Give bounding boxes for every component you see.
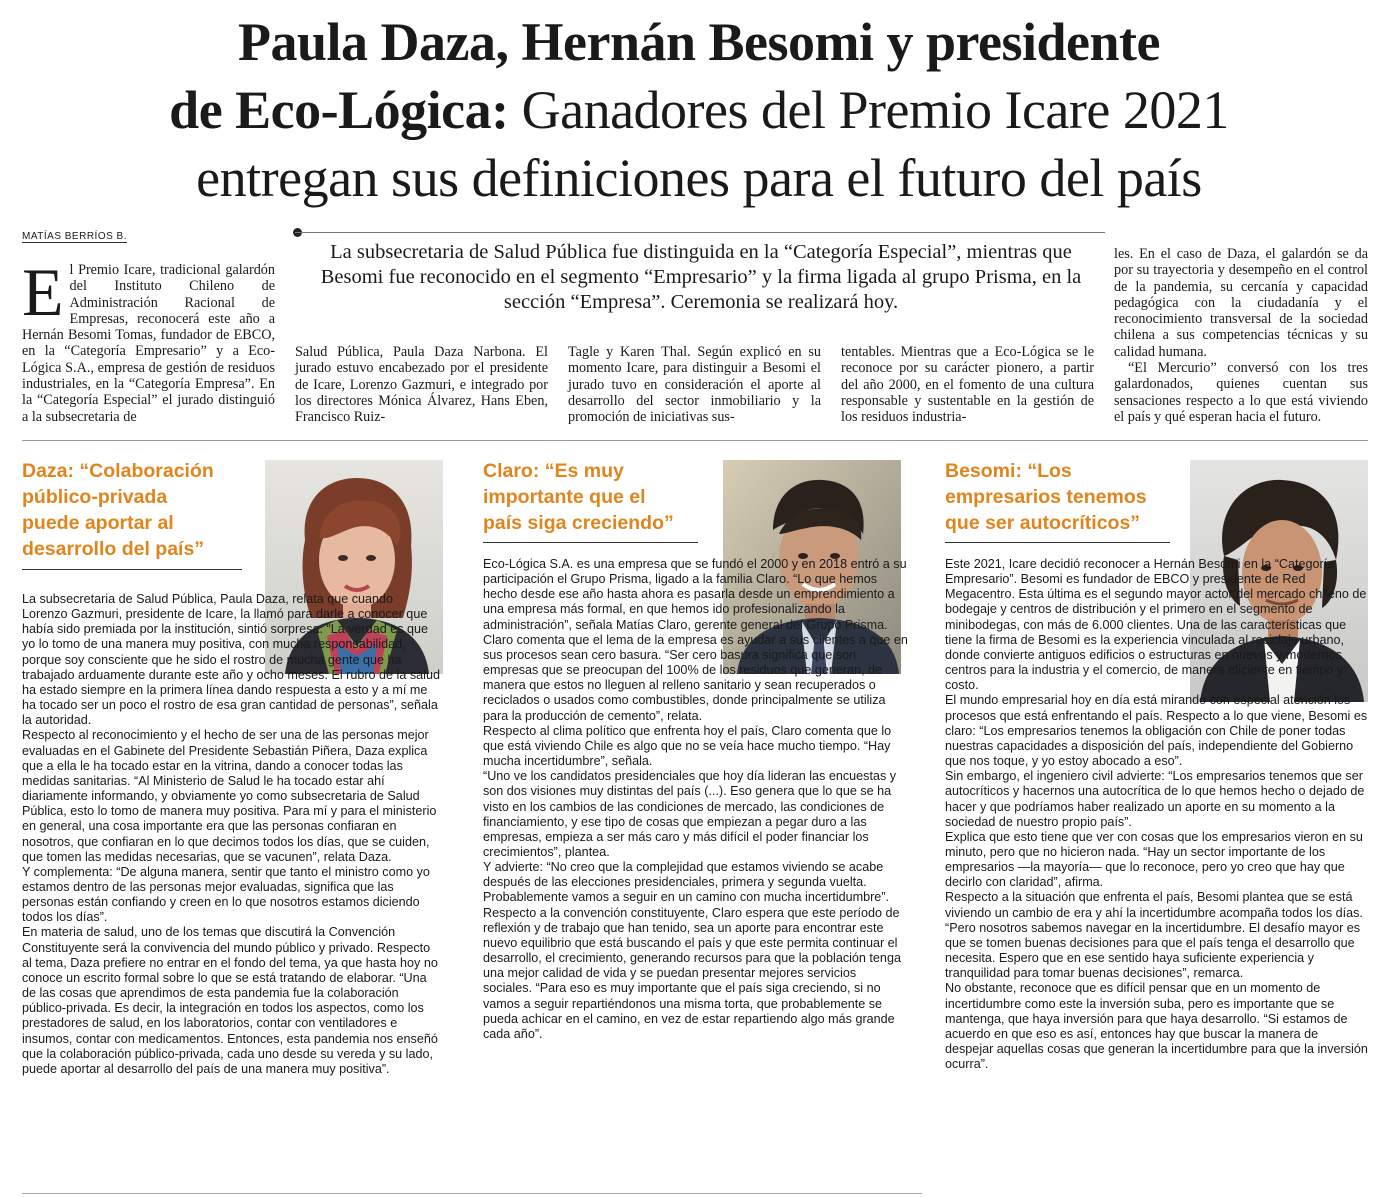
besomi-paragraph: El mundo empresarial hoy en día está mirando con especial atención los procesos que está enfrentando el país. Respecto a lo que viene, Besomi es claro: “Los empresarios tenemos la obligación con Chile de poner todas nuestras capacidades a disposición del país, independiente del Gobierno que nos toque, y yo estoy abocado a eso”. [945, 693, 1368, 769]
besomi-paragraph: Respecto a la situación que enfrenta el país, Besomi plantea que se está viviendo un cambio de era y ahí la incertidumbre acompaña todos los días. “Pero nosotros sabemos navegar en la incertidumbre. El desafío mayor es que se tomen buenas decisiones para que el país tenga el desarrollo que necesita. Espero que en ese sentido haya suficiente experiencia y tranquilidad para tomar buenas decisiones”, remarca. [945, 890, 1363, 981]
claro-title [483, 458, 723, 536]
section-divider [22, 440, 1368, 441]
claro-title-line: país siga creciendo” [483, 512, 674, 534]
besomi-title [945, 458, 1205, 536]
intro-column-1 [22, 254, 275, 425]
daza-body [22, 592, 442, 1077]
claro-paragraph: Y advierte: “No creo que la complejidad que estamos viviendo se acabe después de las elecciones presidenciales, primera y segunda vuelta. Probablemente vamos a seguir en un camino con mucha incertidumbre”. [483, 860, 890, 905]
daza-title-line: Daza: “Colaboración [22, 460, 214, 482]
lead-rule [295, 232, 1105, 233]
headline-line-1: Paula Daza, Hernán Besomi y presidente [238, 12, 1160, 72]
lead-paragraph: La subsecretaria de Salud Pública fue distinguida en la “Categoría Especial”, mientras que Besomi fue reconocido en el segmento “Empresario” y la firma ligada al grupo Prisma, en la sección “Empresa”. Ceremonia se realizará hoy. [320, 241, 1082, 313]
headline [0, 8, 1398, 212]
headline-regular-part: Ganadores del Premio Icare 2021 [508, 80, 1229, 140]
intro-column-3: Tagle y Karen Thal. Según explicó en su momento Icare, para distinguir a Besomi el jurado tuvo en consideración el aporte al desarrollo del sector inmobiliario y la promoción de iniciativas sus- [568, 344, 821, 426]
claro-body [483, 557, 908, 1042]
daza-paragraph: Y complementa: “De alguna manera, sentir que tanto el ministro como yo estamos dentro de las personas mejor evaluadas, significa que las personas están confiando y creen en lo que nosotros estamos diciendo todos los días”. [22, 864, 430, 925]
claro-paragraph: “Uno ve los candidatos presidenciales que hoy día lideran las encuestas y son dos visiones muy distintas del país (...). Eso genera que lo que se ha visto en los cambios de las condiciones de mercado, las condiciones de financiamiento, y ese tipo de cosas que empiezan a pegar duro a las empresas, empieza a ser más caro y más difícil el poder financiar los crecimientos”, plantea. [483, 769, 897, 859]
intro-text-5a: les. En el caso de Daza, el galardón se da por su trayectoria y desempeño en el control de la pandemia, su cercanía y capacidad pedagógica con la ciudadanía y el reconocimiento transversal de la sociedad chilena a sus competencias técnicas y su calidad humana. [1114, 246, 1368, 360]
besomi-paragraph: No obstante, reconoce que es difícil pensar que en un momento de incertidumbre como este la inversión suba, pero es importante que se mantenga, que haya inversión para que haya desarrollo. “Si estamos de acuerdo en que eso es así, entonces hay que buscar la manera de despejar aquellas cosas que generan la incertidumbre para que la inversión ocurra”. [945, 981, 1368, 1072]
headline-line-3: entregan sus definiciones para el futuro del país [196, 148, 1202, 208]
besomi-paragraph: Explica que esto tiene que ver con cosas que los empresarios vieron en su minuto, pero que no hicieron nada. “Hay un sector importante de los empresarios —la mayoría— que lo reconoce, pero yo creo que hay que decirlo con claridad”, afirma. [945, 829, 1363, 890]
besomi-paragraph: Este 2021, Icare decidió reconocer a Hernán Besomi en la “Categoría Empresario”. Besomi es fundador de EBCO y presidente de Red Megacentro. Esta última es el segundo mayor actor del mercado chileno de bodegaje y centros de distribución y el primero en el segmento de minibodegas, con más de 6.000 clientes. Una de las características que tiene la firma de Besomi es la experiencia vinculada al reciclaje urbano, donde convierte antiguos edificios o estructuras en nuevos y modernos centros para la industria y el comercio, de manera eficiente en tiempo y costo. [945, 557, 1367, 693]
daza-title-line: desarrollo del país” [22, 538, 205, 560]
besomi-title-line: empresarios tenemos [945, 486, 1147, 508]
headline-line-2 [0, 76, 1398, 144]
bottom-rule [22, 1193, 922, 1194]
daza-title-rule [22, 569, 242, 570]
besomi-title-rule [945, 542, 1170, 543]
claro-title-line: Claro: “Es muy [483, 460, 624, 482]
daza-paragraph: En materia de salud, uno de los temas que discutirá la Convención Constituyente será la convivencia del mundo público y privado. Respecto al tema, Daza prefiere no entrar en el fondo del tema, ya que hasta hoy no conoce un escrito formal sobre lo que se está tratando de elaborar. “Una de las cosas que aprendimos de esta pandemia fue la colaboración público-privada. Es decir, la integración en todos los aspectos, como los prestadores de salud, en los laboratorios, contar con ventiladores e insumos, contar con medicamentos. Entonces, esta pandemia nos enseñó que la colaboración público-privada, cada uno desde su vereda y su lado, puede aportar al desarrollo del país de una manera muy positiva”. [22, 925, 438, 1076]
claro-paragraph: Respecto al clima político que enfrenta hoy el país, Claro comenta que lo que está viviendo Chile es algo que no se veía hace mucho tiempo. “Hay mucha incertidumbre”, señala. [483, 723, 892, 769]
besomi-title-line: Besomi: “Los [945, 460, 1072, 482]
intro-text-1: l Premio Icare, tradicional galardón del Instituto Chileno de Administración Racional de Empresas, reconocerá este año a Hernán Besomi Tomas, fundador de EBCO, en la “Categoría Empresario” y a Eco-Lógica S.A., empresa de gestión de residuos industriales, en la “Categoría Empresa”. En la “Categoría Especial” el jurado distinguió a la subsecretaria de [22, 262, 275, 425]
daza-title [22, 458, 262, 562]
claro-title-rule [483, 542, 698, 543]
drop-cap: E [22, 254, 64, 330]
claro-paragraph: Respecto a la convención constituyente, Claro espera que este período de reflexión y de trabajo que han tenido, sea un aporte para encontrar este nuevo equilibrio que está buscando el país y que este permita continuar el desarrollo, el crecimiento, generando recursos para que la población tenga una mejor calidad de vida y se puedan presentar mejores servicios sociales. “Para eso es muy importante que el país siga creciendo, si no vamos a seguir repartiéndonos una misma torta, que probablemente se pueda achicar en el camino, en vez de estar repartiendo algo más grande cada año”. [483, 905, 901, 1041]
claro-title-line: importante que el [483, 486, 646, 508]
intro-column-4: tentables. Mientras que a Eco-Lógica se le reconoce por su carácter pionero, a partir del año 2000, en el fomento de una cultura responsable y sustentable en la gestión de los residuos industria- [841, 344, 1094, 426]
headline-bold-part: de Eco-Lógica: [169, 80, 509, 140]
byline: MATÍAS BERRÍOS B. [22, 231, 127, 242]
intro-column-5 [1114, 246, 1368, 425]
daza-paragraph: Respecto al reconocimiento y el hecho de ser una de las personas mejor evaluadas en el Gabinete del Presidente Sebastián Piñera, Daza explica que a ella le ha tocado estar en la vitrina, dando a conocer todas las medidas sanitarias. “Al Ministerio de Salud le ha tocado estar ahí diariamente informando, y obviamente yo como subsecretaria de Salud Pública, esto lo tomo de manera muy positiva. Para mí y para el ministerio en general, una cosa importante era que las personas confiaran en nosotros, que confiaran en lo que decimos todos los días, que se cuiden, que tomen las medidas necesarias, que se vacunen”, relata Daza. [22, 728, 437, 864]
besomi-body [945, 557, 1368, 1072]
daza-paragraph: La subsecretaria de Salud Pública, Paula Daza, relata que cuando Lorenzo Gazmuri, presidente de Icare, la llamó para darle a conocer que había sido premiada por la institución, sintió sorpresa. “La verdad es que yo lo tomo de una manera muy positiva, con mucha responsabilidad, porque soy consciente que he sido el rostro de mucha gente que ha trabajado arduamente durante este año y ocho meses. El rubro de la salud ha estado siempre en la primera línea dando respuesta a esto y a mí me ha tocado ser un poco el rostro de esa gran cantidad de personas”, señala la autoridad. [22, 592, 440, 728]
intro-column-2: Salud Pública, Paula Daza Narbona. El jurado estuvo encabezado por el presidente de Icare, Lorenzo Gazmuri, e integrado por los directores Mónica Álvarez, Hans Eben, Francisco Ruiz- [295, 344, 548, 426]
besomi-title-line: que ser autocríticos” [945, 512, 1141, 534]
besomi-paragraph: Sin embargo, el ingeniero civil advierte: “Los empresarios tenemos que ser autocríticos y hacernos una autocrítica de lo que hemos hecho o dejado de hacer y que podríamos haber realizado un aporte en su momento a la sociedad de nuestro propio país”. [945, 769, 1365, 829]
daza-title-line: público-privada [22, 486, 168, 508]
daza-title-line: puede aportar al [22, 512, 174, 534]
intro-text-5b: “El Mercurio” conversó con los tres galardonados, quienes cuentan sus sensaciones respecto a lo que está viviendo el país y qué esperan hacia el futuro. [1114, 360, 1368, 425]
claro-paragraph: Eco-Lógica S.A. es una empresa que se fundó el 2000 y en 2018 entró a su participación el Grupo Prisma, ligado a la familia Claro. “Lo que hemos hecho desde ese año hasta ahora es pasarla desde un emprendimiento a una empresa más formal, en que hemos ido profesionalizando la administración”, señala Matías Claro, gerente general del Grupo Prisma. Claro comenta que el lema de la empresa es ayudar a sus clientes a que en sus procesos sean cero basura. “Ser cero basura significa que son empresas que se preocupan del 100% de los residuos que generan, de manera que estos no lleguen al relleno sanitario y sean recuperados o reciclados o usados como combustibles, donde principalmente se utiliza para la producción de cemento”, relata. [483, 557, 908, 723]
